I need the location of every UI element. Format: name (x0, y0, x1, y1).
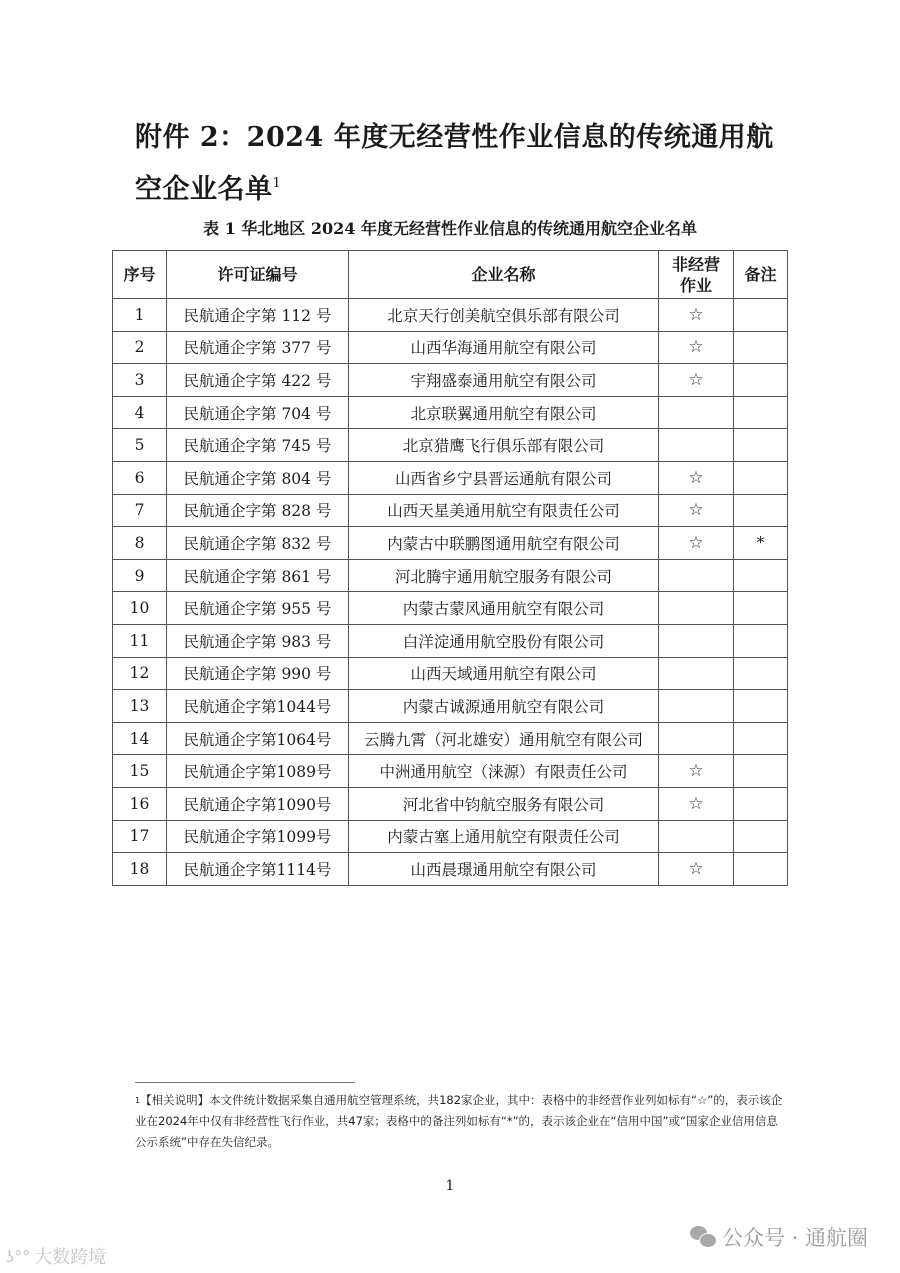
cell-non-operational: ☆ (659, 461, 734, 494)
cell-non-operational: ☆ (659, 494, 734, 527)
header-license: 许可证编号 (167, 251, 349, 299)
cell-company-name: 山西天星美通用航空有限责任公司 (349, 494, 659, 527)
cell-company-name: 北京联翼通用航空有限公司 (349, 396, 659, 429)
cell-company-name: 宇翔盛泰通用航空有限公司 (349, 364, 659, 397)
cell-non-operational: ☆ (659, 527, 734, 560)
cell-non-operational: ☆ (659, 299, 734, 332)
cell-note (734, 396, 788, 429)
table-row (113, 364, 788, 397)
cell-license: 民航通企字第 377 号 (167, 331, 349, 364)
cell-note (734, 331, 788, 364)
footnote-ref: 1 (272, 176, 282, 191)
cell-license: 民航通企字第1090号 (167, 787, 349, 820)
watermark-brand (6, 1243, 106, 1269)
title-text: 附件 2：2024 年度无经营性作业信息的传统通用航空企业名单 (135, 122, 774, 205)
footnote-text: 【相关说明】本文件统计数据采集自通用航空管理系统，共182家企业，其中：表格中的非经营作业列如标有“☆”的，表示该企业在2024年中仅有非经营性飞行作业，共47家；表格中的备注列如标有“*”的，表示该企业在“信用中国”或“国家企业信用信息公示系统”中存在失信纪录。 (135, 1093, 783, 1149)
table-row (113, 592, 788, 625)
cell-company-name: 北京猎鹰飞行俱乐部有限公司 (349, 429, 659, 462)
cell-note (734, 592, 788, 625)
cell-note (734, 364, 788, 397)
cell-company-name: 中洲通用航空（涞源）有限责任公司 (349, 755, 659, 788)
cell-license: 民航通企字第 422 号 (167, 364, 349, 397)
table-row (113, 755, 788, 788)
header-non-operational (659, 251, 734, 299)
cell-non-operational (659, 559, 734, 592)
cell-license: 民航通企字第1114号 (167, 853, 349, 886)
watermark-wechat-text: 公众号 · 通航圈 (721, 1226, 868, 1250)
cell-no: 15 (113, 755, 167, 788)
cell-license: 民航通企字第1089号 (167, 755, 349, 788)
cell-company-name: 河北腾宇通用航空服务有限公司 (349, 559, 659, 592)
table-row (113, 494, 788, 527)
cell-non-operational (659, 690, 734, 723)
cell-non-operational (659, 592, 734, 625)
table-row (113, 853, 788, 886)
cell-no: 6 (113, 461, 167, 494)
cell-company-name: 山西省乡宁县晋运通航有限公司 (349, 461, 659, 494)
cell-no: 2 (113, 331, 167, 364)
cell-company-name: 内蒙古中联鹏图通用航空有限公司 (349, 527, 659, 560)
cell-non-operational (659, 429, 734, 462)
cell-license: 民航通企字第 112 号 (167, 299, 349, 332)
cell-license: 民航通企字第 828 号 (167, 494, 349, 527)
cell-license: 民航通企字第 704 号 (167, 396, 349, 429)
table-row (113, 299, 788, 332)
table-row (113, 722, 788, 755)
cell-no: 12 (113, 657, 167, 690)
company-table (112, 250, 788, 886)
cell-no: 1 (113, 299, 167, 332)
table-caption: 表 1 华北地区 2024 年度无经营性作业信息的传统通用航空企业名单 (203, 219, 697, 238)
cell-no: 18 (113, 853, 167, 886)
cell-license: 民航通企字第 832 号 (167, 527, 349, 560)
cell-note: * (734, 527, 788, 560)
header-company-name: 企业名称 (349, 251, 659, 299)
header-note: 备注 (734, 251, 788, 299)
cell-license: 民航通企字第 745 号 (167, 429, 349, 462)
cell-company-name: 内蒙古蒙风通用航空有限公司 (349, 592, 659, 625)
header-non-op-text: 非经营作业 (671, 254, 720, 295)
cell-note (734, 299, 788, 332)
wechat-icon (690, 1226, 716, 1248)
cell-no: 4 (113, 396, 167, 429)
cell-note (734, 657, 788, 690)
cell-license: 民航通企字第 990 号 (167, 657, 349, 690)
cell-license: 民航通企字第 861 号 (167, 559, 349, 592)
cell-note (734, 429, 788, 462)
cell-no: 8 (113, 527, 167, 560)
cell-company-name: 山西天域通用航空有限公司 (349, 657, 659, 690)
table-row (113, 331, 788, 364)
cell-note (734, 494, 788, 527)
document-title (135, 112, 795, 216)
cell-no: 3 (113, 364, 167, 397)
cell-license: 民航通企字第 804 号 (167, 461, 349, 494)
cell-non-operational: ☆ (659, 755, 734, 788)
cell-note (734, 853, 788, 886)
cell-company-name: 山西晨璟通用航空有限公司 (349, 853, 659, 886)
cell-note (734, 755, 788, 788)
cell-non-operational: ☆ (659, 364, 734, 397)
cell-non-operational (659, 624, 734, 657)
table-row (113, 690, 788, 723)
cell-no: 7 (113, 494, 167, 527)
cell-license: 民航通企字第 955 号 (167, 592, 349, 625)
footnote-divider (135, 1082, 355, 1083)
table-row (113, 559, 788, 592)
cell-license: 民航通企字第1044号 (167, 690, 349, 723)
cell-non-operational (659, 722, 734, 755)
cell-company-name: 云腾九霄（河北雄安）通用航空有限公司 (349, 722, 659, 755)
cell-company-name: 白洋淀通用航空股份有限公司 (349, 624, 659, 657)
cell-non-operational (659, 820, 734, 853)
table-header-row (113, 251, 788, 299)
cell-company-name: 河北省中钧航空服务有限公司 (349, 787, 659, 820)
page-number: 1 (445, 1178, 455, 1194)
cell-non-operational (659, 396, 734, 429)
table-row (113, 461, 788, 494)
cell-non-operational: ☆ (659, 787, 734, 820)
footnote (135, 1090, 785, 1153)
cell-note (734, 624, 788, 657)
cell-no: 17 (113, 820, 167, 853)
table-row (113, 657, 788, 690)
cell-no: 5 (113, 429, 167, 462)
table-row (113, 429, 788, 462)
cell-non-operational (659, 657, 734, 690)
cell-no: 16 (113, 787, 167, 820)
cell-non-operational: ☆ (659, 331, 734, 364)
cell-non-operational: ☆ (659, 853, 734, 886)
cell-no: 9 (113, 559, 167, 592)
cell-license: 民航通企字第1064号 (167, 722, 349, 755)
cell-no: 14 (113, 722, 167, 755)
watermark-brand-text: 大数跨境 (34, 1247, 107, 1268)
cell-company-name: 北京天行创美航空俱乐部有限公司 (349, 299, 659, 332)
table-row (113, 396, 788, 429)
cell-note (734, 787, 788, 820)
table-row (113, 787, 788, 820)
cell-note (734, 820, 788, 853)
cell-company-name: 内蒙古塞上通用航空有限责任公司 (349, 820, 659, 853)
footnote-marker: 1 (135, 1096, 141, 1105)
cell-no: 13 (113, 690, 167, 723)
table-row (113, 624, 788, 657)
cell-note (734, 559, 788, 592)
table-row (113, 820, 788, 853)
watermark-wechat (690, 1222, 868, 1252)
cell-note (734, 722, 788, 755)
cell-no: 11 (113, 624, 167, 657)
brand-logo-icon: ʖ°° (6, 1246, 31, 1266)
cell-note (734, 690, 788, 723)
cell-license: 民航通企字第 983 号 (167, 624, 349, 657)
cell-license: 民航通企字第1099号 (167, 820, 349, 853)
cell-company-name: 内蒙古诚源通用航空有限公司 (349, 690, 659, 723)
header-no: 序号 (113, 251, 167, 299)
table-row (113, 527, 788, 560)
cell-note (734, 461, 788, 494)
cell-company-name: 山西华海通用航空有限公司 (349, 331, 659, 364)
cell-no: 10 (113, 592, 167, 625)
